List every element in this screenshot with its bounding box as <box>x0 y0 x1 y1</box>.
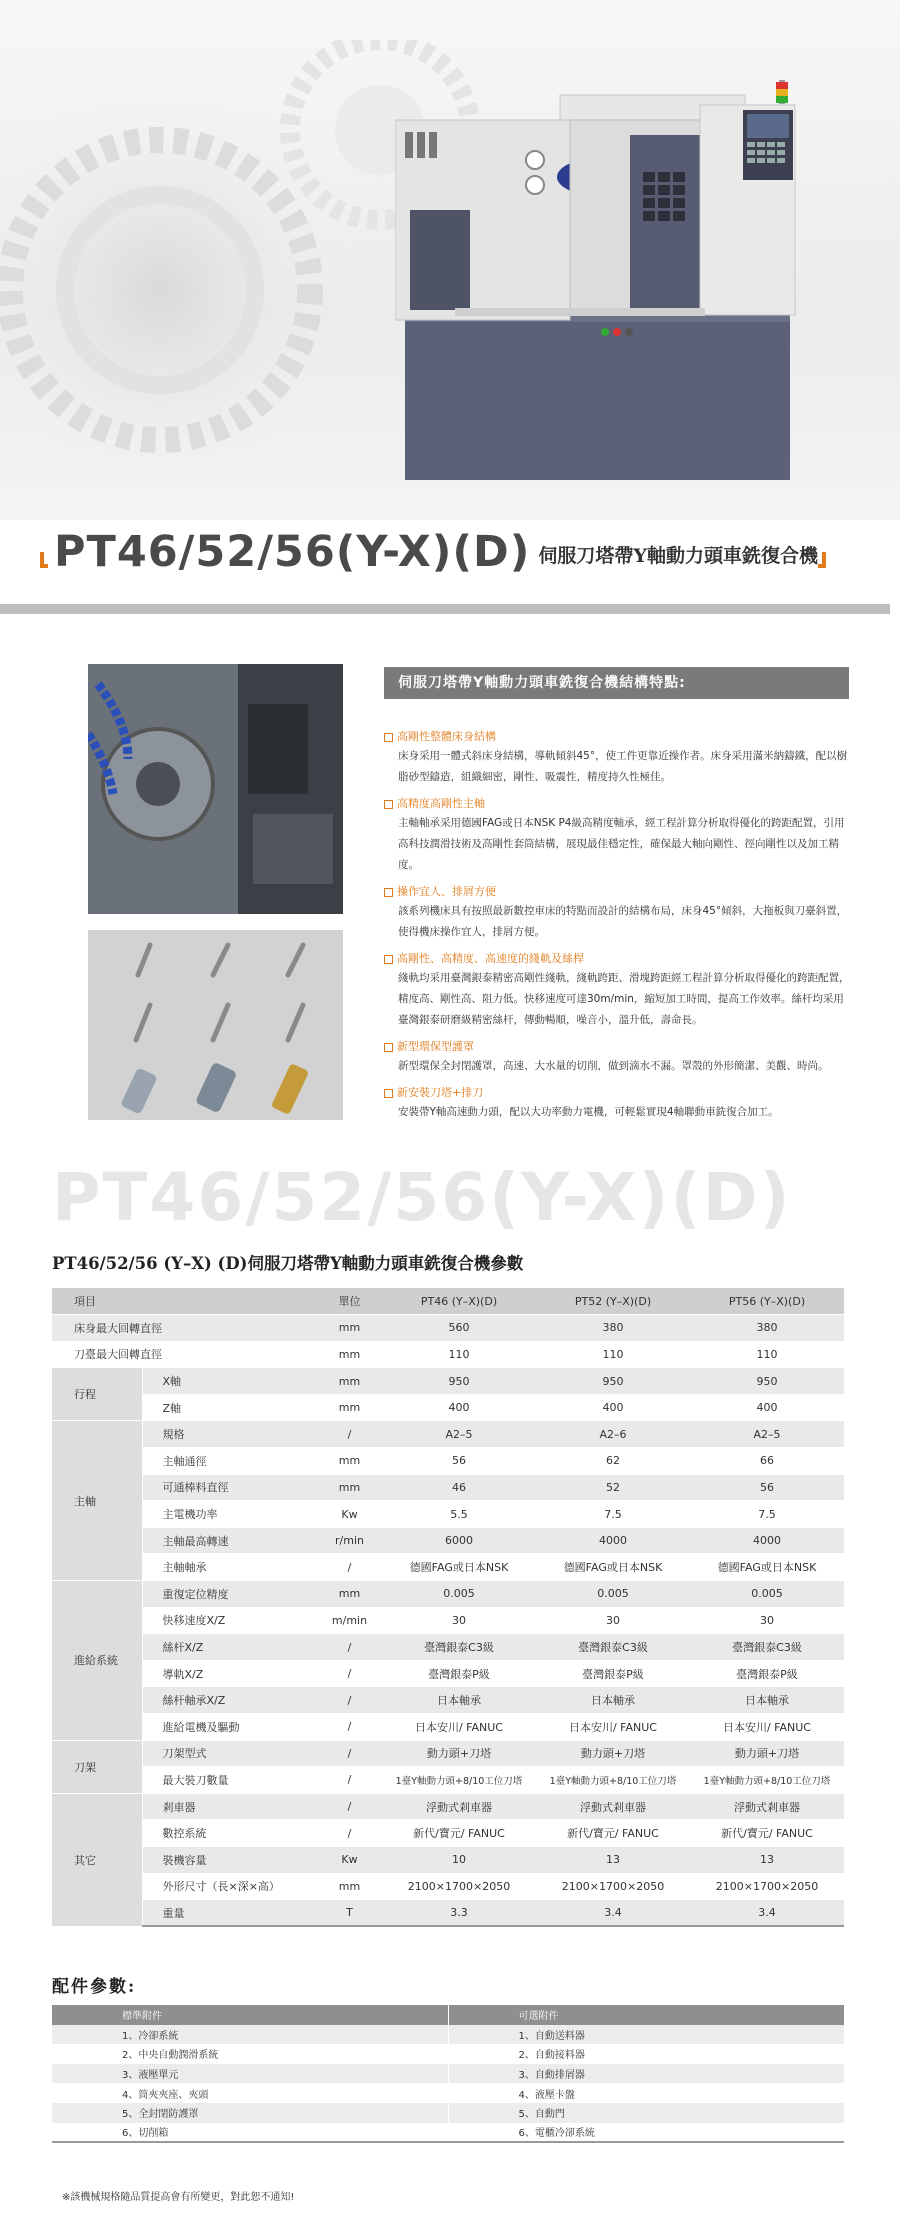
table-row <box>52 2044 844 2064</box>
feature-item <box>384 1038 854 1077</box>
accessories-title: 配件參數: <box>52 1977 137 1997</box>
value-cell: 950 <box>536 1368 690 1395</box>
feature-title: 高剛性、高精度、高速度的綫軌及絲桿 <box>397 952 584 965</box>
feature-body: 綫軌均采用臺灣銀泰精密高剛性綫軌，綫軌跨距、滑塊跨距經工程計算分析取得優化的跨距配置，精度高、剛性高、阻力低。快移速度可達30m/min，縮短加工時間，提高工作效率。絲杆均采用臺灣銀泰研磨級精密絲杆，傳動暢順，噪音小，溫升低，壽命長。 <box>398 972 850 1026</box>
value-cell: 30 <box>690 1607 844 1634</box>
item-cell: 絲杆X/Z <box>142 1634 317 1661</box>
standard-accessory: 2、中央自動潤滑系統 <box>52 2044 448 2064</box>
feature-body: 該系列機床具有按照最新數控車床的特點而設計的結構布局，床身45°傾斜，大拖板與刀臺斜置，使得機床操作宜人，排屑方便。 <box>398 905 848 938</box>
item-cell: 刀架型式 <box>142 1740 317 1767</box>
table-row <box>52 1448 844 1475</box>
group-cell: 進給系統 <box>52 1581 142 1741</box>
header-cell: 項目 <box>52 1288 317 1315</box>
checkbox-icon <box>384 733 393 742</box>
product-model: PT46/52/56(Y-X)(D) <box>54 527 531 577</box>
table-row <box>52 1315 844 1342</box>
table-row <box>52 1820 844 1847</box>
value-cell: 德國FAG或日本NSK <box>536 1554 690 1581</box>
table-row <box>52 1634 844 1661</box>
unit-cell: mm <box>317 1368 382 1395</box>
feature-item <box>384 728 854 788</box>
unit-cell: r/min <box>317 1527 382 1554</box>
parts-photo <box>88 930 343 1120</box>
unit-cell: / <box>317 1793 382 1820</box>
table-row <box>52 1740 844 1767</box>
unit-cell: / <box>317 1660 382 1687</box>
unit-cell: mm <box>317 1341 382 1368</box>
value-cell: 380 <box>536 1315 690 1342</box>
header-cell: 單位 <box>317 1288 382 1315</box>
value-cell: 4000 <box>536 1527 690 1554</box>
value-cell: 浮動式剎車器 <box>690 1793 844 1820</box>
feature-title: 操作宜人、排屑方便 <box>397 885 496 898</box>
value-cell: 2100×1700×2050 <box>690 1873 844 1900</box>
unit-cell: mm <box>317 1474 382 1501</box>
item-cell: 最大裝刀數量 <box>142 1767 317 1794</box>
value-cell: 30 <box>382 1607 536 1634</box>
item-cell: 快移速度X/Z <box>142 1607 317 1634</box>
unit-cell: / <box>317 1421 382 1448</box>
value-cell: 日本軸承 <box>536 1687 690 1714</box>
table-row <box>52 2025 844 2045</box>
feature-item <box>384 1084 854 1123</box>
value-cell: 臺灣銀泰C3級 <box>382 1634 536 1661</box>
value-cell: A2–5 <box>690 1421 844 1448</box>
item-cell: 絲杆軸承X/Z <box>142 1687 317 1714</box>
value-cell: 新代/寶元/ FANUC <box>690 1820 844 1847</box>
value-cell: 德國FAG或日本NSK <box>690 1554 844 1581</box>
value-cell: 66 <box>690 1448 844 1475</box>
checkbox-icon <box>384 1089 393 1098</box>
value-cell: 3.4 <box>690 1900 844 1927</box>
item-cell: 進給電機及驅動 <box>142 1714 317 1741</box>
value-cell: 浮動式剎車器 <box>382 1793 536 1820</box>
item-cell: 裝機容量 <box>142 1846 317 1873</box>
table-row <box>52 2123 844 2143</box>
unit-cell: / <box>317 1554 382 1581</box>
table-row <box>52 1607 844 1634</box>
table-row <box>52 1554 844 1581</box>
unit-cell: / <box>317 1634 382 1661</box>
table-row <box>52 1341 844 1368</box>
value-cell: 2100×1700×2050 <box>536 1873 690 1900</box>
table-header-row <box>52 1288 844 1315</box>
table-row <box>52 1501 844 1528</box>
value-cell: 110 <box>382 1341 536 1368</box>
table-row <box>52 1873 844 1900</box>
unit-cell: / <box>317 1820 382 1847</box>
standard-accessory: 4、筒夾夾座、夾頭 <box>52 2083 448 2103</box>
value-cell: 110 <box>690 1341 844 1368</box>
header-cell: PT46 (Y–X)(D) <box>382 1288 536 1315</box>
value-cell: 400 <box>536 1394 690 1421</box>
table-row <box>52 1687 844 1714</box>
value-cell: 52 <box>536 1474 690 1501</box>
table-header-row <box>52 2005 844 2025</box>
unit-cell: m/min <box>317 1607 382 1634</box>
feature-item <box>384 795 854 876</box>
feature-body: 主軸軸承采用德國FAG或日本NSK P4級高精度軸承，經工程計算分析取得優化的跨距配置，引用高科技潤滑技術及高剛性套筒結構，展現最佳穩定性，確保最大軸向剛性、徑向剛性以及加工精度。 <box>398 817 845 871</box>
feature-item <box>384 883 854 943</box>
product-subtitle: 伺服刀塔帶Y軸動力頭車銑復合機 <box>538 545 818 567</box>
value-cell: 10 <box>382 1846 536 1873</box>
unit-cell: mm <box>317 1448 382 1475</box>
checkbox-icon <box>384 888 393 897</box>
value-cell: 950 <box>382 1368 536 1395</box>
item-cell: 重復定位精度 <box>142 1581 317 1608</box>
value-cell: 臺灣銀泰P級 <box>690 1660 844 1687</box>
value-cell: 日本安川/ FANUC <box>536 1714 690 1741</box>
unit-cell: / <box>317 1740 382 1767</box>
table-row <box>52 1394 844 1421</box>
orange-bracket-right <box>818 552 826 568</box>
unit-cell: Kw <box>317 1846 382 1873</box>
value-cell: 3.4 <box>536 1900 690 1927</box>
features-heading: 伺服刀塔帶Y軸動力頭車銑復合機結構特點: <box>384 667 849 699</box>
group-cell: 刀架 <box>52 1740 142 1793</box>
value-cell: 日本軸承 <box>382 1687 536 1714</box>
group-cell: 主軸 <box>52 1421 142 1581</box>
features-list <box>384 728 854 1130</box>
table-row <box>52 1474 844 1501</box>
value-cell: 5.5 <box>382 1501 536 1528</box>
item-cell: 主軸軸承 <box>142 1554 317 1581</box>
value-cell: 1臺Y軸動力頭+8/10工位刀塔 <box>382 1767 536 1794</box>
value-cell: 6000 <box>382 1527 536 1554</box>
item-cell: 主電機功率 <box>142 1501 317 1528</box>
disclaimer-note: ※該機械規格隨品質提高會有所變更，對此恕不通知! <box>62 2192 295 2203</box>
unit-cell: mm <box>317 1315 382 1342</box>
value-cell: 7.5 <box>690 1501 844 1528</box>
cnc-machine-image <box>395 80 825 490</box>
table-row <box>52 1368 844 1395</box>
table-row <box>52 1767 844 1794</box>
table-row <box>52 2083 844 2103</box>
orange-bracket-left <box>40 552 48 568</box>
value-cell: 13 <box>690 1846 844 1873</box>
table-row <box>52 1421 844 1448</box>
standard-accessory: 3、液壓單元 <box>52 2064 448 2084</box>
checkbox-icon <box>384 800 393 809</box>
value-cell: 56 <box>690 1474 844 1501</box>
item-cell: 剎車器 <box>142 1793 317 1820</box>
header-cell: 標準附件 <box>52 2005 448 2025</box>
value-cell: A2–5 <box>382 1421 536 1448</box>
table-row <box>52 2064 844 2084</box>
spec-table <box>52 1288 844 1927</box>
value-cell: 400 <box>382 1394 536 1421</box>
checkbox-icon <box>384 1043 393 1052</box>
unit-cell: mm <box>317 1581 382 1608</box>
value-cell: 1臺Y軸動力頭+8/10工位刀塔 <box>536 1767 690 1794</box>
optional-accessory: 3、自動排屑器 <box>448 2064 844 2084</box>
header-cell: PT56 (Y–X)(D) <box>690 1288 844 1315</box>
optional-accessory: 6、電櫃冷卻系統 <box>448 2123 844 2143</box>
optional-accessory: 5、自動門 <box>448 2103 844 2123</box>
item-cell: 重量 <box>142 1900 317 1927</box>
value-cell: 浮動式剎車器 <box>536 1793 690 1820</box>
group-cell: 其它 <box>52 1793 142 1926</box>
value-cell: 13 <box>536 1846 690 1873</box>
value-cell: 7.5 <box>536 1501 690 1528</box>
value-cell: 日本軸承 <box>690 1687 844 1714</box>
unit-cell: / <box>317 1714 382 1741</box>
value-cell: 56 <box>382 1448 536 1475</box>
item-cell: 外形尺寸（長×深×高） <box>142 1873 317 1900</box>
value-cell: 4000 <box>690 1527 844 1554</box>
value-cell: 950 <box>690 1368 844 1395</box>
machining-photo <box>88 664 343 914</box>
value-cell: 臺灣銀泰P級 <box>382 1660 536 1687</box>
value-cell: 德國FAG或日本NSK <box>382 1554 536 1581</box>
feature-title: 高精度高剛性主軸 <box>397 797 485 810</box>
value-cell: 新代/寶元/ FANUC <box>536 1820 690 1847</box>
value-cell: 46 <box>382 1474 536 1501</box>
value-cell: 0.005 <box>382 1581 536 1608</box>
item-cell: 主軸最高轉速 <box>142 1527 317 1554</box>
hero-banner <box>0 0 900 520</box>
table-row <box>52 1660 844 1687</box>
header-cell: PT52 (Y–X)(D) <box>536 1288 690 1315</box>
value-cell: 3.3 <box>382 1900 536 1927</box>
accessories-table <box>52 2005 844 2143</box>
machined-parts-image <box>88 930 343 1120</box>
optional-accessory: 1、自動送料器 <box>448 2025 844 2045</box>
value-cell: A2–6 <box>536 1421 690 1448</box>
value-cell: 560 <box>382 1315 536 1342</box>
feature-body: 安裝帶Y軸高速動力頭，配以大功率動力電機，可輕鬆實現4軸聯動車銑復合加工。 <box>398 1106 779 1118</box>
feature-body: 新型環保全封閉護罩，高速、大水量的切削，做到滴水不漏。罩殼的外形簡潔、美觀、時尚。 <box>398 1060 829 1072</box>
unit-cell: Kw <box>317 1501 382 1528</box>
header-cell: 可選附件 <box>448 2005 844 2025</box>
table-row <box>52 2103 844 2123</box>
checkbox-icon <box>384 955 393 964</box>
value-cell: 30 <box>536 1607 690 1634</box>
unit-cell: T <box>317 1900 382 1927</box>
value-cell: 1臺Y軸動力頭+8/10工位刀塔 <box>690 1767 844 1794</box>
value-cell: 臺灣銀泰P級 <box>536 1660 690 1687</box>
group-cell: 行程 <box>52 1368 142 1421</box>
feature-item <box>384 950 854 1031</box>
value-cell: 動力頭+刀塔 <box>382 1740 536 1767</box>
table-row <box>52 1900 844 1927</box>
value-cell: 臺灣銀泰C3級 <box>690 1634 844 1661</box>
value-cell: 動力頭+刀塔 <box>690 1740 844 1767</box>
optional-accessory: 2、自動接料器 <box>448 2044 844 2064</box>
table-row <box>52 1714 844 1741</box>
table-row <box>52 1793 844 1820</box>
table-row <box>52 1581 844 1608</box>
standard-accessory: 5、全封閉防護罩 <box>52 2103 448 2123</box>
unit-cell: / <box>317 1687 382 1714</box>
value-cell: 0.005 <box>690 1581 844 1608</box>
unit-cell: mm <box>317 1394 382 1421</box>
model-watermark: PT46/52/56(Y-X)(D) <box>52 1159 792 1236</box>
item-cell: 規格 <box>142 1421 317 1448</box>
value-cell: 380 <box>690 1315 844 1342</box>
unit-cell: mm <box>317 1873 382 1900</box>
item-cell: 可通棒料直徑 <box>142 1474 317 1501</box>
table-row <box>52 1527 844 1554</box>
feature-body: 床身采用一體式斜床身結構，導軌傾斜45°，使工件更靠近操作者。床身采用滿米納鑄鐵，配以樹脂砂型鑄造，組織細密，剛性、吸震性，精度持久性極佳。 <box>398 750 848 783</box>
item-cell: X軸 <box>142 1368 317 1395</box>
item-cell: 導軌X/Z <box>142 1660 317 1687</box>
unit-cell: / <box>317 1767 382 1794</box>
item-cell: 數控系統 <box>142 1820 317 1847</box>
value-cell: 日本安川/ FANUC <box>382 1714 536 1741</box>
value-cell: 62 <box>536 1448 690 1475</box>
value-cell: 400 <box>690 1394 844 1421</box>
feature-title: 新安裝刀塔+排刀 <box>397 1086 484 1099</box>
feature-title: 新型環保型護罩 <box>397 1040 474 1053</box>
section-divider <box>0 604 890 614</box>
item-cell: Z軸 <box>142 1394 317 1421</box>
value-cell: 2100×1700×2050 <box>382 1873 536 1900</box>
value-cell: 動力頭+刀塔 <box>536 1740 690 1767</box>
feature-title: 高剛性整體床身結構 <box>397 730 496 743</box>
standard-accessory: 1、冷卻系統 <box>52 2025 448 2045</box>
turret-chuck-image <box>88 664 343 914</box>
standard-accessory: 6、切削箱 <box>52 2123 448 2143</box>
value-cell: 0.005 <box>536 1581 690 1608</box>
item-cell: 主軸通徑 <box>142 1448 317 1475</box>
value-cell: 臺灣銀泰C3級 <box>536 1634 690 1661</box>
table-row <box>52 1846 844 1873</box>
spec-table-title: PT46/52/56 (Y–X) (D)伺服刀塔帶Y軸動力頭車銑復合機參數 <box>52 1254 524 1273</box>
item-cell: 刀臺最大回轉直徑 <box>52 1341 317 1368</box>
optional-accessory: 4、液壓卡盤 <box>448 2083 844 2103</box>
value-cell: 日本安川/ FANUC <box>690 1714 844 1741</box>
item-cell: 床身最大回轉直徑 <box>52 1315 317 1342</box>
product-title-row <box>40 528 880 576</box>
value-cell: 110 <box>536 1341 690 1368</box>
value-cell: 新代/寶元/ FANUC <box>382 1820 536 1847</box>
